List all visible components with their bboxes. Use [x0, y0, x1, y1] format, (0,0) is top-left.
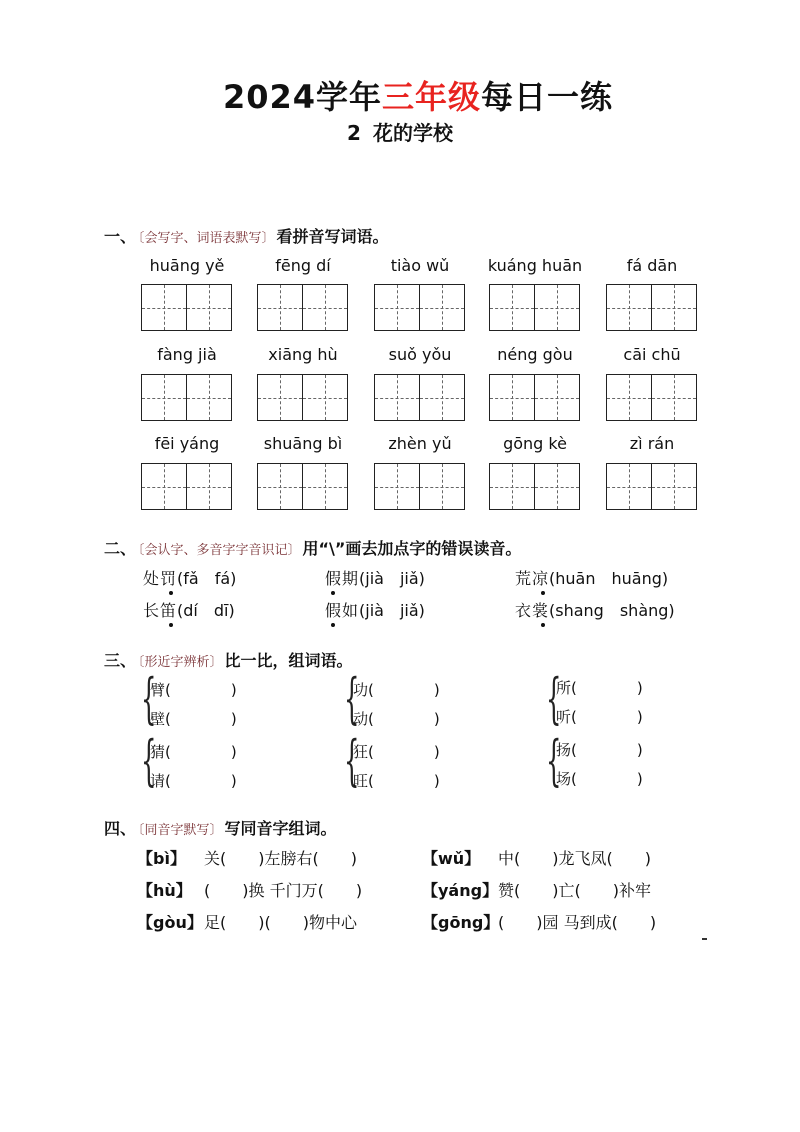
homophone-pinyin: 【gōng】	[422, 913, 500, 932]
item-word: 长笛	[143, 601, 178, 620]
emphasis-dot	[331, 623, 335, 627]
grid-cell[interactable]	[142, 464, 186, 509]
section-number: 一、	[104, 227, 137, 246]
title-prefix: 2024学年	[222, 78, 383, 116]
grid-cell[interactable]	[607, 464, 651, 509]
pronunciation-item	[143, 566, 236, 589]
section-4-heading	[104, 816, 337, 839]
emphasis-dot	[541, 591, 545, 595]
brace-icon: {	[141, 729, 157, 792]
item-options: (dí dī)	[177, 601, 235, 620]
grid-cell[interactable]	[186, 285, 231, 330]
title-suffix: 每日一练	[481, 78, 614, 116]
pinyin-label: tiào wǔ	[390, 256, 450, 275]
grid-cell[interactable]	[258, 464, 302, 509]
brace-icon: {	[141, 667, 157, 730]
pronunciation-item	[325, 598, 425, 621]
compare-item: 场( )	[556, 770, 643, 788]
homophone-pinyin: 【bì】	[137, 849, 186, 868]
item-word: 荒凉	[515, 569, 550, 588]
pinyin-label: zì rán	[629, 434, 675, 453]
writing-grid[interactable]	[257, 463, 348, 510]
homophone-words: 赞( )亡( )补牢	[498, 881, 651, 900]
section-tag: 〔同音字默写〕	[138, 823, 223, 838]
writing-grid[interactable]	[374, 463, 465, 510]
pinyin-label: fēi yáng	[154, 434, 220, 453]
pronunciation-item	[515, 598, 675, 621]
pinyin-label: fá dān	[626, 256, 678, 275]
grid-cell[interactable]	[142, 285, 186, 330]
section-number: 四、	[104, 819, 137, 838]
compare-item: 壁( )	[150, 710, 237, 728]
grid-cell[interactable]	[186, 464, 231, 509]
title-grade: 三年级	[382, 78, 482, 116]
page-mark	[702, 938, 707, 940]
compare-item: 臂( )	[150, 681, 237, 699]
pinyin-label: huāng yě	[149, 256, 225, 275]
emphasis-dot	[541, 623, 545, 627]
section-tag: 〔会认字、多音字字音识记〕	[138, 543, 301, 558]
grid-cell[interactable]	[302, 464, 347, 509]
compare-item: 动( )	[353, 710, 440, 728]
grid-cell[interactable]	[302, 285, 347, 330]
grid-cell[interactable]	[607, 375, 651, 420]
section-instruction: 比一比，组词语。	[224, 651, 353, 670]
compare-item: 功( )	[353, 681, 440, 699]
section-1-heading	[104, 224, 389, 247]
grid-cell[interactable]	[490, 464, 534, 509]
writing-grid[interactable]	[489, 463, 580, 510]
emphasis-dot	[331, 591, 335, 595]
grid-cell[interactable]	[419, 375, 464, 420]
writing-grid[interactable]	[489, 284, 580, 331]
item-options: (jià jiǎ)	[359, 601, 425, 620]
grid-cell[interactable]	[375, 285, 419, 330]
grid-cell[interactable]	[534, 375, 579, 420]
section-number: 三、	[104, 651, 137, 670]
brace-icon: {	[546, 667, 562, 730]
writing-grid[interactable]	[257, 284, 348, 331]
grid-cell[interactable]	[534, 285, 579, 330]
grid-cell[interactable]	[186, 375, 231, 420]
section-instruction: 写同音字组词。	[224, 819, 337, 838]
brace-icon: {	[546, 729, 562, 792]
homophone-words: 关( )左膀右( )	[204, 849, 357, 868]
writing-grid[interactable]	[606, 463, 697, 510]
compare-item: 旺( )	[353, 772, 440, 790]
compare-item: 所( )	[556, 679, 643, 697]
grid-cell[interactable]	[534, 464, 579, 509]
section-tag: 〔形近字辨析〕	[138, 655, 223, 670]
pinyin-label: néng gòu	[497, 345, 573, 364]
lesson-name: 花的学校	[372, 121, 453, 145]
homophone-words: ( )园 马到成( )	[498, 913, 657, 932]
writing-grid[interactable]	[489, 374, 580, 421]
emphasis-dot	[169, 591, 173, 595]
grid-cell[interactable]	[419, 285, 464, 330]
pinyin-label: fēng dí	[275, 256, 331, 275]
compare-item: 扬( )	[556, 741, 643, 759]
writing-grid[interactable]	[374, 374, 465, 421]
item-word: 处罚	[143, 569, 178, 588]
writing-grid[interactable]	[606, 374, 697, 421]
compare-item: 猜( )	[150, 743, 237, 761]
homophone-pinyin: 【hù】	[137, 881, 192, 900]
homophone-words: 中( )龙飞凤( )	[498, 849, 651, 868]
grid-cell[interactable]	[258, 375, 302, 420]
grid-cell[interactable]	[651, 285, 696, 330]
lesson-number: 2	[347, 121, 361, 145]
brace-icon: {	[344, 729, 360, 792]
pinyin-label: shuāng bì	[263, 434, 343, 453]
brace-icon: {	[344, 667, 360, 730]
pinyin-label: fàng jià	[157, 345, 217, 364]
writing-grid[interactable]	[141, 374, 232, 421]
homophone-pinyin: 【gòu】	[137, 913, 203, 932]
item-options: (huān huāng)	[549, 569, 669, 588]
item-options: (shang shàng)	[549, 601, 675, 620]
homophone-pinyin: 【yáng】	[422, 881, 499, 900]
compare-item: 狂( )	[353, 743, 440, 761]
grid-cell[interactable]	[490, 285, 534, 330]
compare-item: 请( )	[150, 772, 237, 790]
writing-grid[interactable]	[606, 284, 697, 331]
pinyin-label: kuáng huān	[487, 256, 583, 275]
grid-cell[interactable]	[607, 285, 651, 330]
writing-grid[interactable]	[141, 463, 232, 510]
writing-grid[interactable]	[141, 284, 232, 331]
pinyin-label: gōng kè	[503, 434, 567, 453]
grid-cell[interactable]	[651, 464, 696, 509]
item-word: 衣裳	[515, 601, 550, 620]
section-number: 二、	[104, 539, 137, 558]
item-options: (jià jiǎ)	[359, 569, 425, 588]
pinyin-label: xiāng hù	[268, 345, 338, 364]
lesson-title	[0, 117, 800, 146]
writing-grid[interactable]	[257, 374, 348, 421]
pronunciation-item	[143, 598, 235, 621]
item-word: 假如	[325, 601, 360, 620]
grid-cell[interactable]	[258, 285, 302, 330]
pinyin-label: suǒ yǒu	[388, 345, 452, 364]
homophone-words: ( )换 千门万( )	[204, 881, 363, 900]
grid-cell[interactable]	[651, 375, 696, 420]
pronunciation-item	[325, 566, 425, 589]
page-title	[0, 72, 800, 118]
section-instruction: 看拼音写词语。	[276, 227, 389, 246]
grid-cell[interactable]	[375, 464, 419, 509]
grid-cell[interactable]	[419, 464, 464, 509]
pinyin-label: cāi chū	[623, 345, 681, 364]
section-2-heading	[104, 536, 521, 559]
pinyin-label: zhèn yǔ	[388, 434, 452, 453]
homophone-words: 足( )( )物中心	[204, 913, 357, 932]
compare-item: 听( )	[556, 708, 643, 726]
grid-cell[interactable]	[375, 375, 419, 420]
section-instruction: 用“\”画去加点字的错误读音。	[302, 539, 522, 558]
section-tag: 〔会写字、词语表默写〕	[138, 231, 275, 246]
grid-cell[interactable]	[490, 375, 534, 420]
emphasis-dot	[169, 623, 173, 627]
item-options: (fǎ fá)	[177, 569, 237, 588]
item-word: 假期	[325, 569, 360, 588]
grid-cell[interactable]	[142, 375, 186, 420]
writing-grid[interactable]	[374, 284, 465, 331]
grid-cell[interactable]	[302, 375, 347, 420]
pronunciation-item	[515, 566, 668, 589]
homophone-pinyin: 【wǔ】	[422, 849, 481, 868]
